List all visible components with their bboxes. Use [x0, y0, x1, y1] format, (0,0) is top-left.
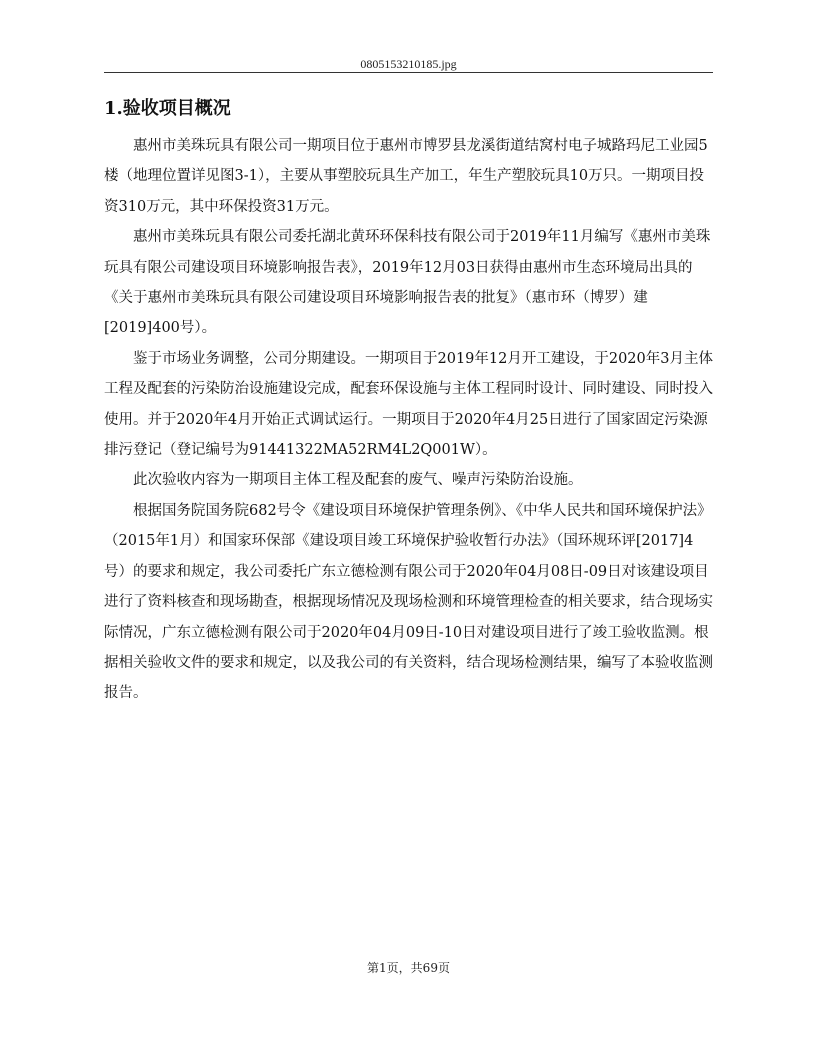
paragraph-regulatory-basis: 根据国务院国务院682号令《建设项目环境保护管理条例》、《中华人民共和国环境保护法》（2015年1月）和国家环保部《建设项目竣工环境保护验收暂行办法》（国环规环评[2017]4号）的要求和规定，我公司委托广东立德检测有限公司于2020年04月08日-09日对该建设项目进行了资料核查和现场勘查，根据现场情况及现场检测和环境管理检查的相关要求，结合现场实际情况，广东立德检测有限公司于2020年04月09日-10日对建设项目进行了竣工验收监测。根据相关验收文件的要求和规定，以及我公司的有关资料，结合现场检测结果，编写了本验收监测报告。	[104, 502, 713, 702]
page-footer-number: 第1页，共69页	[367, 961, 450, 975]
page-header-filename: 0805153210185.jpg	[360, 57, 457, 71]
paragraph-eia-report: 惠州市美珠玩具有限公司委托湖北黄环环保科技有限公司于2019年11月编写《惠州市美珠玩具有限公司建设项目环境影响报告表》，2019年12月03日获得由惠州市生态环境局出具的《关于惠州市美珠玩具有限公司建设项目环境影响报告表的批复》（惠市环（博罗）建[2019]400号）。	[104, 229, 711, 337]
header-divider	[104, 72, 713, 73]
paragraph-construction-timeline: 鉴于市场业务调整，公司分期建设。一期项目于2019年12月开工建设，于2020年3月主体工程及配套的污染防治设施建设完成，配套环保设施与主体工程同时设计、同时建设、同时投入使用。并于2020年4月开始正式调试运行。一期项目于2020年4月25日进行了国家固定污染源排污登记（登记编号为91441322MA52RM4L2Q001W）。	[104, 350, 713, 459]
document-body	[104, 131, 713, 709]
paragraph-acceptance-scope: 此次验收内容为一期项目主体工程及配套的废气、噪声污染防治设施。	[133, 472, 583, 489]
paragraph-project-location: 惠州市美珠玩具有限公司一期项目位于惠州市博罗县龙溪街道结窝村电子城路玛尼工业园5楼（地理位置详见图3-1），主要从事塑胶玩具生产加工，年生产塑胶玩具10万只。一期项目投资310万元，其中环保投资31万元。	[104, 138, 708, 215]
section-title: 1.验收项目概况	[104, 98, 231, 119]
